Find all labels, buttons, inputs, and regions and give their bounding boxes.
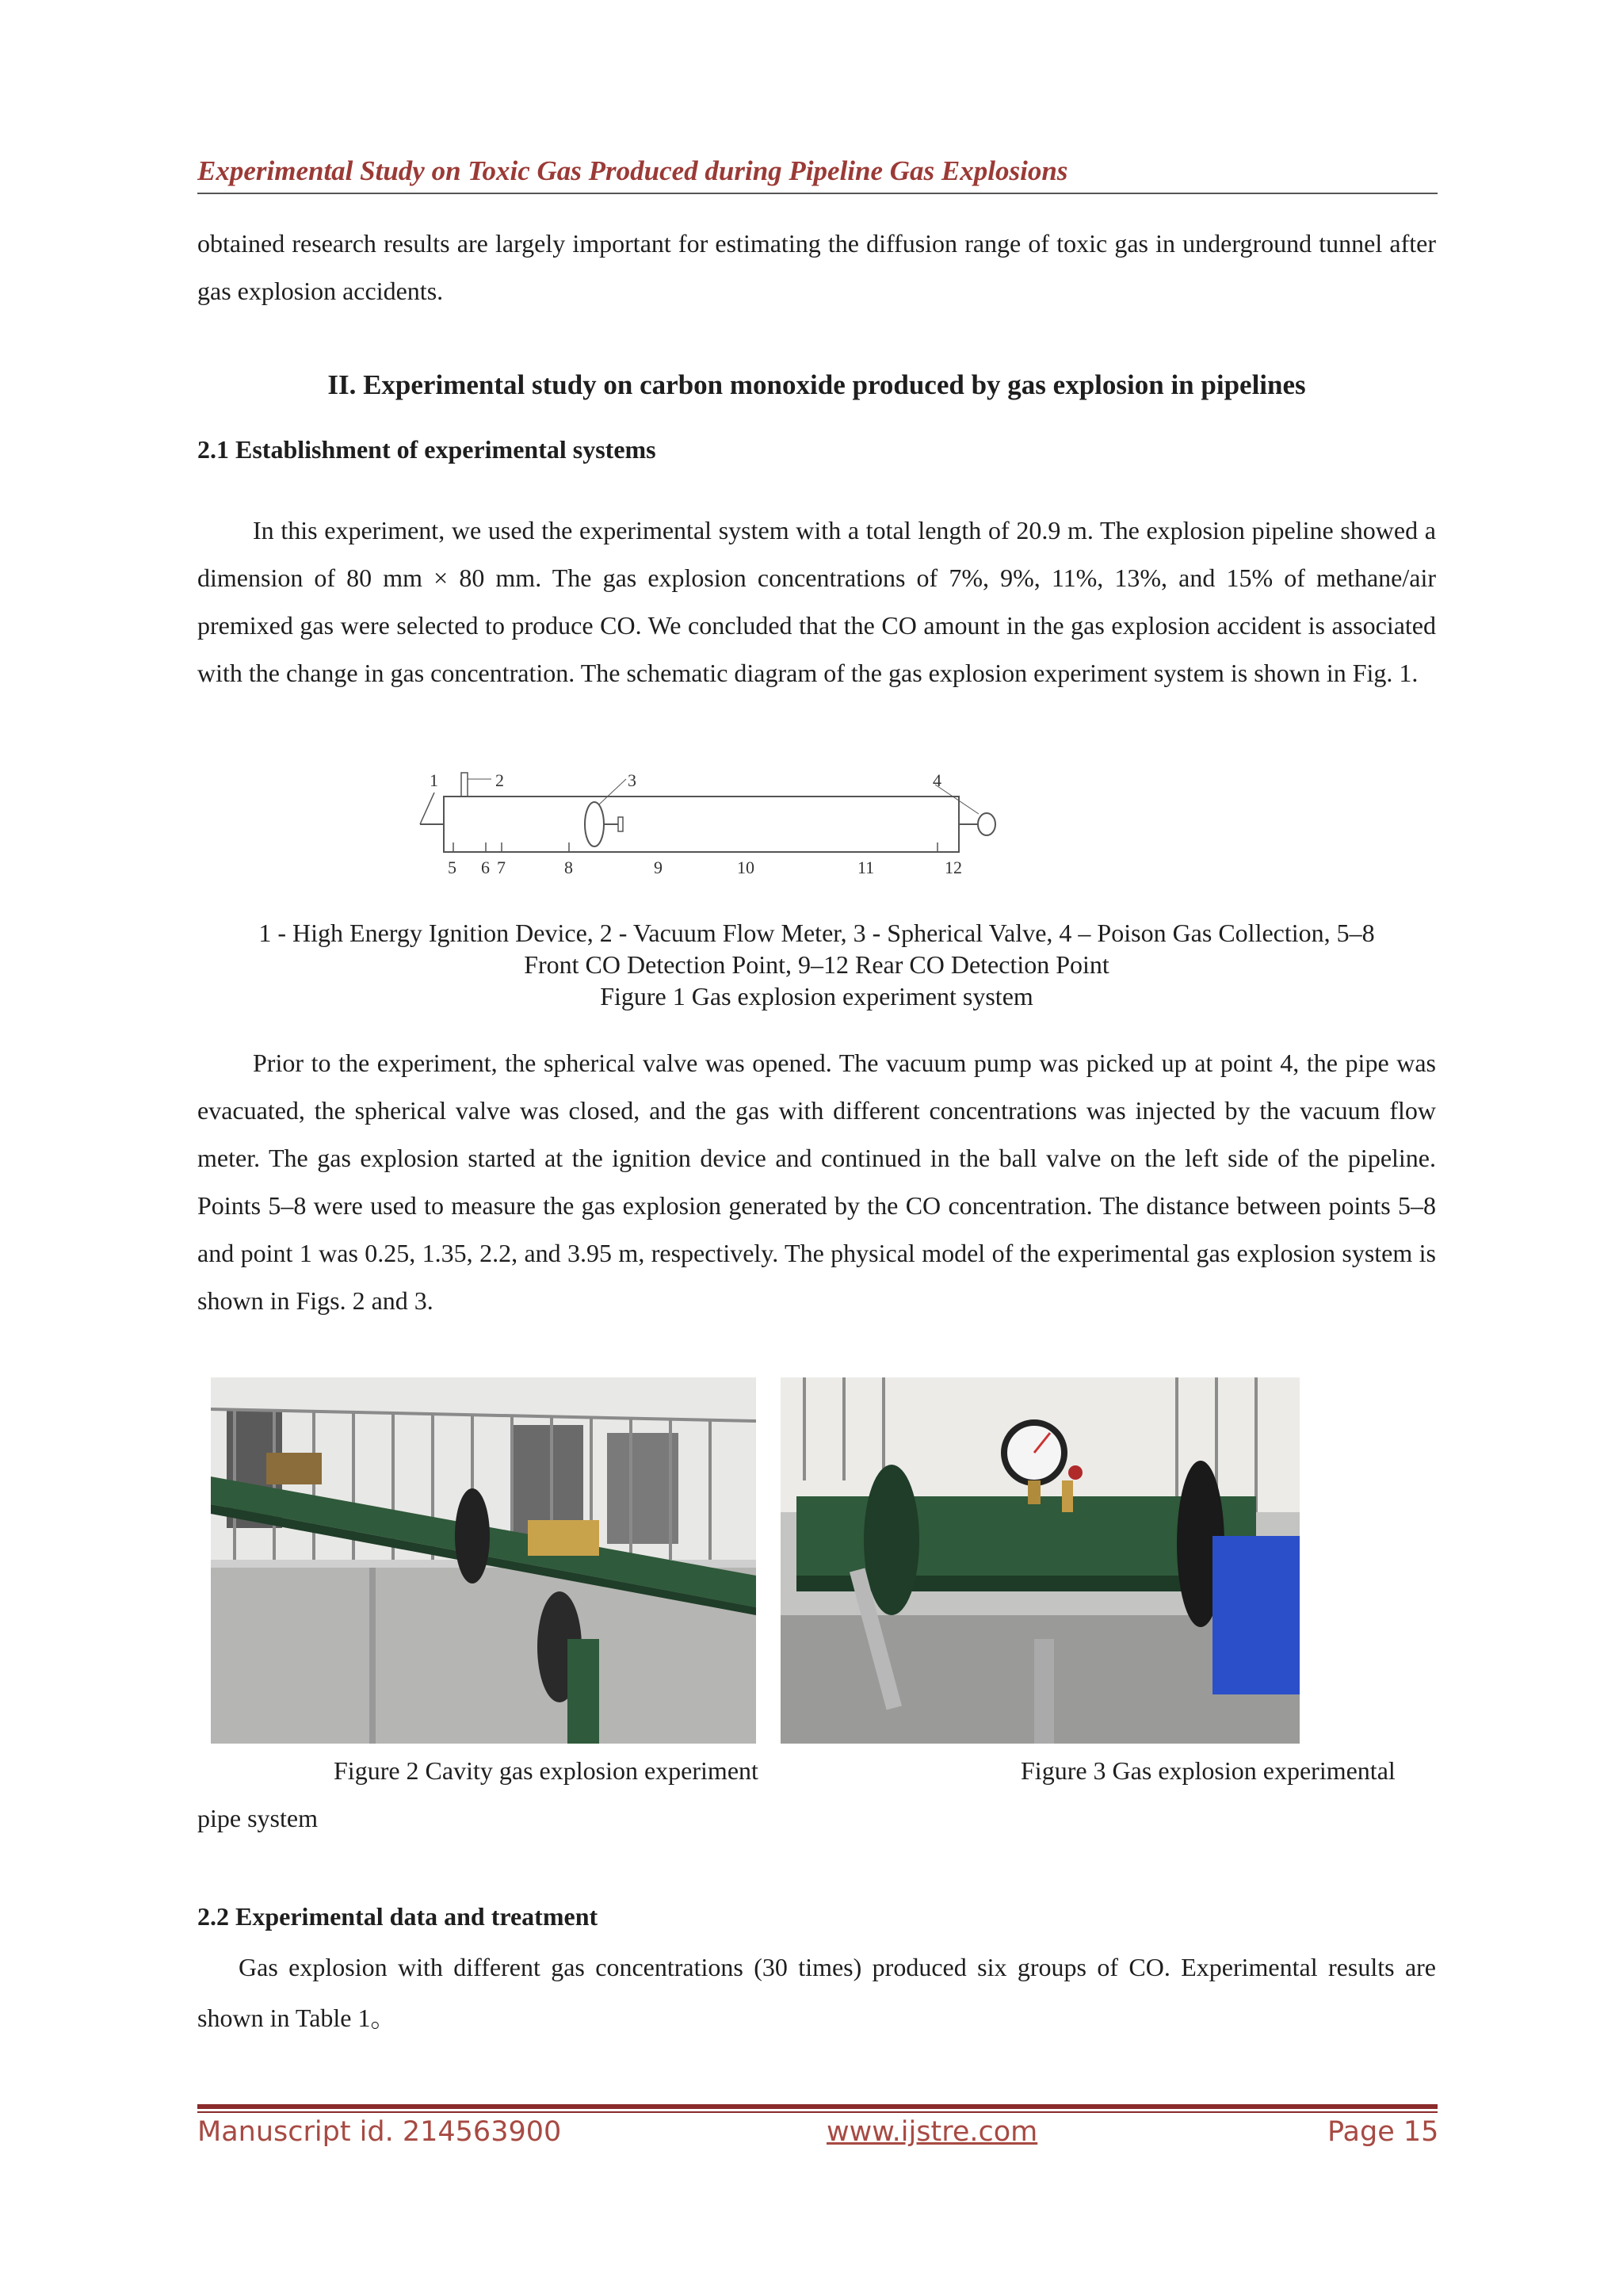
- figure-1-caption: Figure 1 Gas explosion experiment system: [600, 982, 1033, 1010]
- label-7: 7: [497, 858, 506, 877]
- figure-2-caption-continued: pipe system: [197, 1804, 318, 1832]
- label-9: 9: [654, 858, 663, 877]
- label-1: 1: [430, 770, 438, 790]
- collection-leader: [935, 785, 979, 814]
- footer-page-number: Page 15: [1327, 2116, 1439, 2148]
- figure-3-caption: Figure 3 Gas explosion experimental: [1021, 1756, 1396, 1785]
- footer-website-link[interactable]: www.ijstre.com: [827, 2116, 1038, 2148]
- figure-1-diagram: [412, 765, 1014, 884]
- paragraph-2-1-a: In this experiment, we used the experimental system with a total length of 20.9 m. The explosion pipeline showed a dimension of 80 mm × 80 mm. The gas explosion concentrations of 7%, 9%, 11%, 13%, and 15% of methane/air premixed gas were selected to produce CO. We concluded that the CO amount in the gas explosion accident is associated with the change in gas concentration. The schematic diagram of the gas explosion experiment system is shown in Fig. 1.: [197, 516, 1436, 687]
- intro-paragraph: obtained research results are largely important for estimating the diffusion range of toxic gas in underground tunnel after gas explosion accidents.: [197, 229, 1436, 305]
- figure-2-photo: [211, 1377, 756, 1744]
- label-12: 12: [945, 858, 962, 877]
- label-8: 8: [564, 858, 573, 877]
- figure-3-photo: [781, 1377, 1300, 1744]
- subsection-title-2-2: 2.2 Experimental data and treatment: [197, 1902, 598, 1931]
- label-3: 3: [628, 770, 636, 790]
- pipeline-photo-image: [211, 1377, 756, 1744]
- ignition-leader: [420, 793, 434, 824]
- spherical-valve-icon: [585, 802, 604, 846]
- figure-2-caption: Figure 2 Cavity gas explosion experiment: [334, 1756, 758, 1785]
- label-10: 10: [737, 858, 754, 877]
- figure-1-legend-line-1: 1 - High Energy Ignition Device, 2 - Vacuum Flow Meter, 3 - Spherical Valve, 4 – Poison Gas Collection, 5–8: [258, 919, 1375, 947]
- valve-leader: [599, 779, 626, 804]
- subsection-title-2-1: 2.1 Establishment of experimental systems: [197, 435, 656, 464]
- footer-manuscript-id: Manuscript id. 214563900: [197, 2116, 562, 2148]
- label-5: 5: [448, 858, 456, 877]
- pipe-body: [444, 797, 959, 852]
- pipeline-schematic: [412, 765, 1014, 884]
- header-rule: [197, 193, 1438, 194]
- label-4: 4: [933, 770, 941, 790]
- figure-1-legend-line-2: Front CO Detection Point, 9–12 Rear CO Detection Point: [524, 950, 1109, 979]
- section-title: II. Experimental study on carbon monoxide produced by gas explosion in pipelines: [327, 369, 1306, 400]
- label-6: 6: [481, 858, 490, 877]
- label-2: 2: [495, 770, 504, 790]
- footer-rule-thick: [197, 2104, 1438, 2109]
- footer-rule-thin: [197, 2111, 1438, 2113]
- label-11: 11: [857, 858, 875, 877]
- pipeline-detail-photo-image: [781, 1377, 1300, 1744]
- paragraph-2-1-b: Prior to the experiment, the spherical valve was opened. The vacuum pump was picked up at point 4, the pipe was evacuated, the spherical valve was closed, and the gas with different concentrations was injected by the vacuum flow meter. The gas explosion started at the ignition device and continued in the ball valve on the left side of the pipeline. Points 5–8 were used to measure the gas explosion generated by the CO concentration. The distance between points 5–8 and point 1 was 0.25, 1.35, 2.2, and 3.95 m, respectively. The physical model of the experimental gas explosion system is shown in Figs. 2 and 3.: [197, 1049, 1436, 1315]
- flow-meter-icon: [461, 773, 468, 797]
- figure-1-caption-block: [197, 917, 1436, 1012]
- running-header: Experimental Study on Toxic Gas Produced during Pipeline Gas Explosions: [197, 155, 1068, 186]
- valve-knob: [618, 817, 623, 831]
- gas-collection-bag-icon: [978, 813, 995, 835]
- paragraph-2-2: Gas explosion with different gas concentrations (30 times) produced six groups of CO. Experimental results are shown in Table 1。: [197, 1953, 1436, 2032]
